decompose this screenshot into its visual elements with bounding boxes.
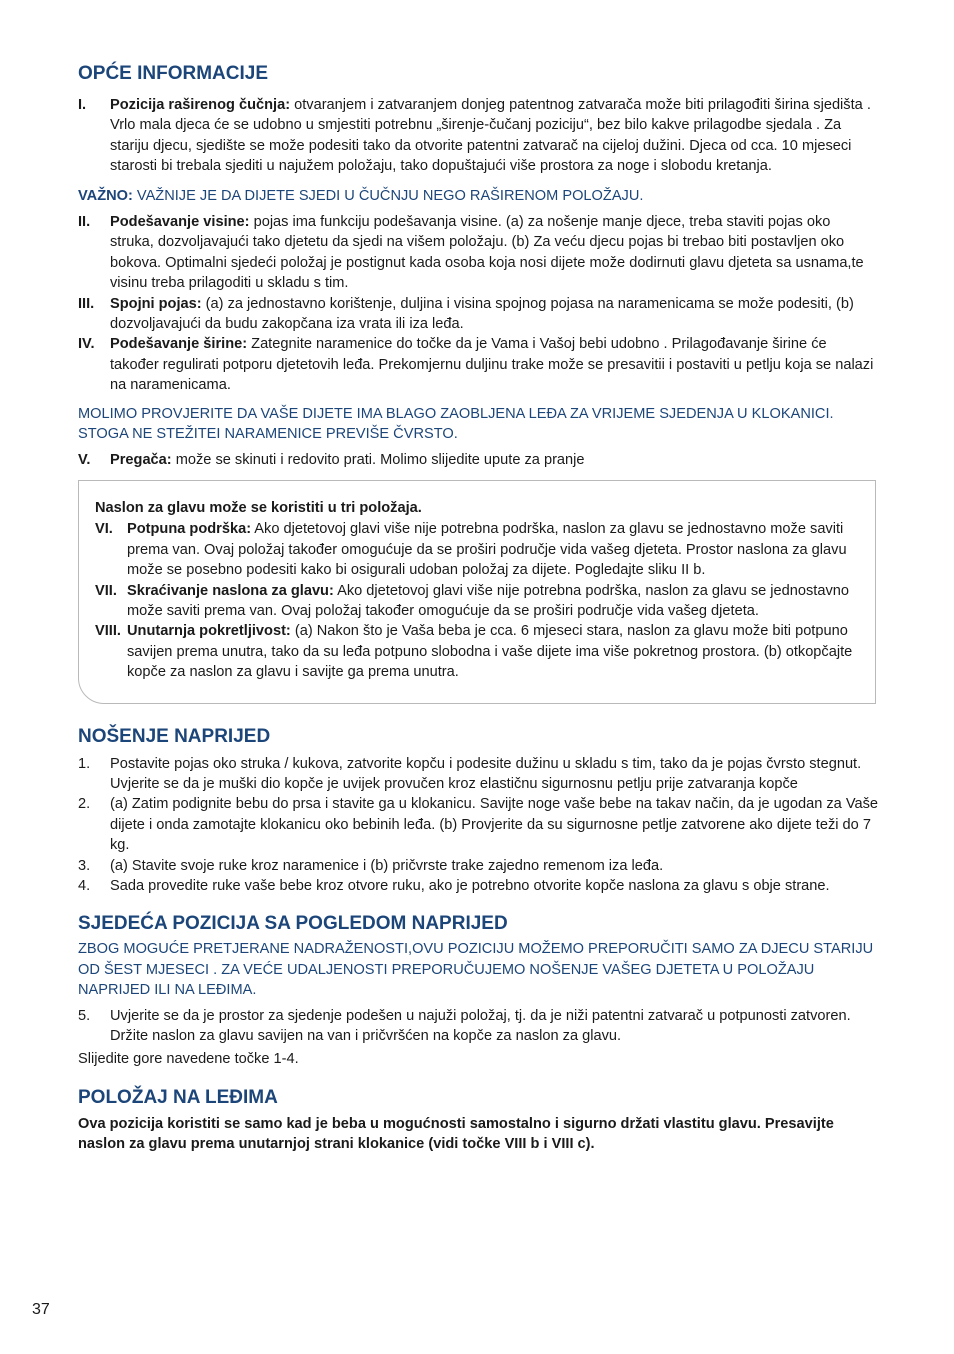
step-4 [78, 876, 878, 896]
item-heading: Unutarnja pokretljivost: [127, 623, 291, 640]
facing-warning: ZBOG MOGUĆE PRETJERANE NADRAŽENOSTI,OVU POZICIJU MOŽEMO PREPORUČITI SAMO ZA DJECU STARIJU OD ŠEST MJESECI . ZA VEĆE UDALJENOSTI PREPORUČUJEMO NOŠENJE VAŠEG DJETETA U POLOŽAJU NAPRIJED ILI NA LEĐIMA. [78, 941, 874, 999]
item-text: Ako djetetovoj glavi više nije potrebna podrška, naslon za glavu se jednostavno može saviti prema van. Ovaj položaj također omogućuje da se proširi područje vida vašeg djeteta. Prostor naslona za glavu može se posebno podesiti kako bi osigurali udoban položaj za dijete. Pogledajte sliku II b. [127, 521, 847, 579]
section-title-general: OPĆE INFORMACIJE [78, 63, 269, 84]
item-text: može se skinuti i redovito prati. Molimo slijedite upute za pranje [171, 451, 585, 468]
item-text: Zategnite naramenice do točke da je Vama i Vašoj bebi udobno . Prilagođavanje širine će također regulirati potporu djetetovih leđa. Prekomjernu duljinu trake može se presavitii i postaviti u petlju koja se nalazi na naramenicama. [110, 336, 874, 394]
page-number: 37 [32, 1301, 50, 1318]
item-I [78, 95, 878, 177]
item-heading: Podešavanje visine: [110, 214, 250, 231]
item-text: Ako djetetovoj glavi više nije potrebna podrška, naslon za glavu se jednostavno može saviti prema van. Ovaj položaj također omogućuje da se proširi područje vida vašeg djeteta. [127, 582, 850, 619]
box-intro: Naslon za glavu može se koristiti u tri položaja. [95, 499, 422, 516]
item-heading: Podešavanje širine: [110, 336, 248, 353]
step-text: Postavite pojas oko struka / kukova, zatvorite kopču i podesite dužinu u skladu s tim, tako da je pojas čvrsto stegnut. Uvjerite se da je muški dio kopče je uvijek provučen kroz elastičnu sigurnosnu petlju prije zatvaranja kopče [110, 755, 862, 792]
section-title-back: POLOŽAJ NA LEĐIMA [78, 1086, 278, 1108]
item-number: IV. [78, 336, 95, 353]
step-5 [78, 1006, 878, 1047]
step-number: 5. [78, 1007, 91, 1024]
manual-page [78, 62, 878, 1155]
item-VII [95, 581, 855, 622]
item-II [78, 212, 878, 294]
item-number: V. [78, 451, 91, 468]
item-number: VIII. [95, 623, 121, 640]
item-heading: Spojni pojas: [110, 295, 202, 312]
important-note [78, 186, 878, 206]
item-number: VI. [95, 521, 113, 538]
item-text: pojas ima funkciju podešavanja visine. (a) za nošenje manje djece, treba staviti pojas oko struka, dozvoljavajući tako djetetu da sjedi na višem položaju. (b) Za veću djecu pojas bi trebao biti postavljen oko bokova. Optimalni sjedeći položaj je postignut kada osoba koja nosi dijete može dodirnuti glavu djeteta sa usnama,te visinu treba prilagoditi u skladu s tim. [110, 214, 864, 292]
item-VIII [95, 621, 855, 682]
section-title-facing: SJEDEĆA POZICIJA SA POGLEDOM NAPRIJED [78, 913, 508, 935]
headrest-box [78, 480, 876, 704]
item-number: I. [78, 97, 87, 113]
item-text: (a) za jednostavno korištenje, duljina i visina spojnog pojasa na naramenicama se može podesiti, (b) dozvoljavajući da budu zakopčana iza vrata ili iza leđa. [110, 295, 854, 333]
follow-steps: Slijedite gore navedene točke 1-4. [78, 1051, 299, 1068]
step-2 [78, 794, 878, 855]
back-text: Ova pozicija koristiti se samo kad je beba u mogućnosti samostalno i sigurno držati vlastitu glavu. Presavijte naslon za glavu prema unutarnjoj strani klokanice (vidi točke VIII b i VIII c). [78, 1115, 834, 1153]
item-heading: Pozicija raširenog čučnja: [110, 97, 291, 113]
note-label: VAŽNO: [78, 187, 133, 204]
item-text: otvaranjem i zatvaranjem donjeg patentnog zatvarača može biti prilagođiti širina sjedišta . Vrlo mala djeca će se udobno u smjestiti potrebnu „širenje-čučanj poziciju“, bez bilo kakve prilagodbe sjedala . Za stariju djecu, sjedište se može podesiti tako da otvorite patentni zatvarač na cijeloj dužini. Djeca od cca. 10 mjeseci starosti bi trebala sjediti u najužem položaju, tako dopuštajući više prostora za noge i slobodu kretanja. [110, 97, 871, 175]
section-title-front: NOŠENJE NAPRIJED [78, 725, 271, 747]
item-heading: Potpuna podrška: [127, 521, 252, 538]
step-number: 3. [78, 857, 91, 874]
item-text: (a) Nakon što je Vaša beba je cca. 6 mjeseci stara, naslon za glavu može biti potpuno savijen prema unutra, tako da su leđa potpuno slobodna i vaše dijete ima više pokretnog prostora. (b) otkopčajte kopče za naslon za glavu i savijte ga prema unutra. [127, 623, 853, 681]
step-text: (a) Stavite svoje ruke kroz naramenice i (b) pričvrste trake zajedno remenom iza leđa. [110, 857, 664, 874]
item-number: VII. [95, 582, 117, 599]
item-V [78, 450, 878, 470]
item-VI [95, 519, 855, 580]
step-text: Uvjerite se da je prostor za sjedenje podešen u najuži položaj, tj. da je niži patentni zatvarač u potpunosti zatvoren. Držite naslon za glavu savijen na van i pričvršćen na kopče za naslon za glavu. [110, 1007, 851, 1045]
step-text: (a) Zatim podignite bebu do prsa i stavite ga u klokanicu. Savijte noge vaše bebe na takav način, da je ugodan za Vaše dijete i onda zamotajte klokanicu oko bebinih leđa. (b) Provjerite da su sigurnosne petlje zatvorene ako dijete teži do 7 kg. [110, 796, 879, 854]
item-number: II. [78, 214, 91, 231]
step-number: 1. [78, 755, 91, 772]
item-III [78, 294, 878, 335]
item-heading: Pregača: [110, 451, 172, 468]
step-number: 4. [78, 878, 91, 894]
check-note: MOLIMO PROVJERITE DA VAŠE DIJETE IMA BLAGO ZAOBLJENA LEĐA ZA VRIJEME SJEDENJA U KLOKANICI. STOGA NE STEŽITEI NARAMENICE PREVIŠE ČVRSTO. [78, 405, 834, 443]
item-heading: Skraćivanje naslona za glavu: [127, 582, 334, 599]
item-IV [78, 334, 878, 395]
step-1 [78, 754, 878, 795]
step-text: Sada provedite ruke vaše bebe kroz otvore ruku, ako je potrebno otvorite kopče naslona za glavu s obje strane. [110, 878, 830, 894]
step-3 [78, 856, 878, 876]
note-text: VAŽNIJE JE DA DIJETE SJEDI U ČUČNJU NEGO RAŠIRENOM POLOŽAJU. [132, 187, 644, 204]
item-number: III. [78, 295, 95, 312]
step-number: 2. [78, 796, 91, 813]
